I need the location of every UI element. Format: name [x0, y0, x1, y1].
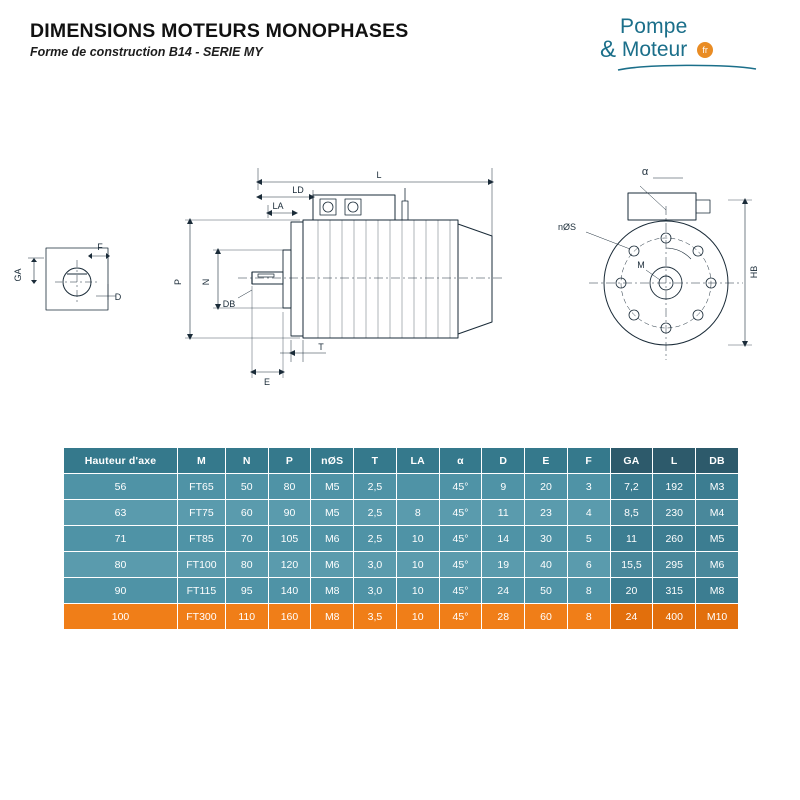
label-n: N	[201, 278, 211, 286]
cell-e: 20	[525, 474, 568, 500]
logo-line-moteur	[596, 38, 776, 61]
drawing-side-view	[185, 168, 505, 378]
col-header-p: P	[268, 448, 311, 474]
cell-t: 3,0	[354, 552, 397, 578]
label-ld: LD	[292, 185, 304, 195]
cell-l: 400	[653, 604, 696, 630]
logo-text-moteur: Moteur	[621, 38, 688, 61]
cell-ns: M5	[311, 474, 354, 500]
dimensions-table-wrap	[63, 447, 739, 630]
cell-hauteur: 63	[64, 500, 178, 526]
cell-db: M6	[696, 552, 739, 578]
logo-fr-badge: fr	[697, 42, 713, 58]
cell-la: 10	[396, 526, 439, 552]
label-m: M	[637, 260, 645, 270]
cell-hauteur: 80	[64, 552, 178, 578]
cell-d: 24	[482, 578, 525, 604]
cell-alpha: 45°	[439, 552, 482, 578]
cell-l: 295	[653, 552, 696, 578]
col-header-ns: nØS	[311, 448, 354, 474]
table-row	[64, 526, 739, 552]
table-row	[64, 474, 739, 500]
table-row	[64, 552, 739, 578]
cell-ns: M6	[311, 526, 354, 552]
cell-la: 8	[396, 500, 439, 526]
drawing-svg	[0, 100, 800, 440]
label-t: T	[318, 342, 324, 352]
technical-drawing	[0, 100, 800, 440]
col-header-l: L	[653, 448, 696, 474]
cell-n: 50	[225, 474, 268, 500]
col-header-alpha: α	[439, 448, 482, 474]
cell-p: 140	[268, 578, 311, 604]
label-ga: GA	[13, 268, 23, 282]
cell-l: 260	[653, 526, 696, 552]
cell-p: 90	[268, 500, 311, 526]
cell-n: 95	[225, 578, 268, 604]
cell-d: 11	[482, 500, 525, 526]
cell-n: 70	[225, 526, 268, 552]
cell-n: 80	[225, 552, 268, 578]
cell-p: 120	[268, 552, 311, 578]
cell-ga: 8,5	[610, 500, 653, 526]
cell-ns: M8	[311, 578, 354, 604]
cell-m: FT115	[178, 578, 226, 604]
table-row	[64, 578, 739, 604]
cell-p: 80	[268, 474, 311, 500]
table-row	[64, 604, 739, 630]
cell-ga: 7,2	[610, 474, 653, 500]
cell-db: M8	[696, 578, 739, 604]
table-body	[64, 474, 739, 630]
cell-m: FT100	[178, 552, 226, 578]
cell-t: 3,5	[354, 604, 397, 630]
col-header-e: E	[525, 448, 568, 474]
cell-alpha: 45°	[439, 500, 482, 526]
col-header-f: F	[567, 448, 610, 474]
label-alpha: α	[641, 166, 649, 178]
logo-text-pompe: Pompe	[620, 15, 688, 38]
col-header-t: T	[354, 448, 397, 474]
cell-t: 2,5	[354, 500, 397, 526]
cell-alpha: 45°	[439, 578, 482, 604]
cell-d: 14	[482, 526, 525, 552]
label-hb: HB	[749, 265, 759, 279]
cell-f: 6	[567, 552, 610, 578]
label-la: LA	[272, 201, 284, 211]
col-header-hauteur: Hauteur d'axe	[64, 448, 178, 474]
col-header-ga: GA	[610, 448, 653, 474]
cell-la: 10	[396, 552, 439, 578]
cell-ga: 20	[610, 578, 653, 604]
cell-d: 19	[482, 552, 525, 578]
cell-alpha: 45°	[439, 474, 482, 500]
cell-p: 105	[268, 526, 311, 552]
col-header-db: DB	[696, 448, 739, 474]
cell-db: M3	[696, 474, 739, 500]
brand-logo	[596, 16, 776, 78]
page-title: DIMENSIONS MOTEURS MONOPHASES	[30, 20, 409, 42]
col-header-d: D	[482, 448, 525, 474]
cell-ga: 24	[610, 604, 653, 630]
cell-ns: M8	[311, 604, 354, 630]
cell-hauteur: 56	[64, 474, 178, 500]
cell-f: 4	[567, 500, 610, 526]
label-l: L	[376, 170, 382, 180]
cell-db: M10	[696, 604, 739, 630]
table-head	[64, 448, 739, 474]
logo-ampersand: &	[600, 36, 617, 63]
cell-n: 60	[225, 500, 268, 526]
cell-la: 10	[396, 578, 439, 604]
cell-l: 192	[653, 474, 696, 500]
cell-db: M5	[696, 526, 739, 552]
drawing-front-view	[586, 178, 752, 360]
cell-f: 8	[567, 578, 610, 604]
cell-hauteur: 71	[64, 526, 178, 552]
cell-alpha: 45°	[439, 526, 482, 552]
cell-la	[396, 474, 439, 500]
cell-m: FT300	[178, 604, 226, 630]
page-subtitle: Forme de construction B14 - SERIE MY	[30, 45, 263, 59]
cell-e: 60	[525, 604, 568, 630]
cell-f: 8	[567, 604, 610, 630]
cell-db: M4	[696, 500, 739, 526]
cell-d: 9	[482, 474, 525, 500]
label-p: P	[173, 278, 183, 286]
label-n-s: nØS	[557, 222, 577, 232]
cell-ns: M6	[311, 552, 354, 578]
cell-t: 2,5	[354, 526, 397, 552]
cell-n: 110	[225, 604, 268, 630]
cell-e: 30	[525, 526, 568, 552]
cell-l: 315	[653, 578, 696, 604]
table-header-row	[64, 448, 739, 474]
cell-l: 230	[653, 500, 696, 526]
label-db: DB	[222, 299, 236, 309]
cell-ga: 15,5	[610, 552, 653, 578]
cell-m: FT85	[178, 526, 226, 552]
label-f: F	[97, 242, 103, 252]
cell-m: FT75	[178, 500, 226, 526]
cell-hauteur: 100	[64, 604, 178, 630]
col-header-n: N	[225, 448, 268, 474]
cell-d: 28	[482, 604, 525, 630]
cell-m: FT65	[178, 474, 226, 500]
dimensions-table	[63, 447, 739, 630]
col-header-la: LA	[396, 448, 439, 474]
cell-e: 50	[525, 578, 568, 604]
cell-t: 2,5	[354, 474, 397, 500]
cell-e: 40	[525, 552, 568, 578]
cell-f: 5	[567, 526, 610, 552]
logo-swoosh-icon	[616, 63, 766, 73]
cell-p: 160	[268, 604, 311, 630]
drawing-left-view	[28, 248, 116, 310]
cell-la: 10	[396, 604, 439, 630]
cell-t: 3,0	[354, 578, 397, 604]
cell-f: 3	[567, 474, 610, 500]
page-header	[0, 0, 800, 96]
label-e: E	[263, 377, 271, 387]
cell-alpha: 45°	[439, 604, 482, 630]
col-header-m: M	[178, 448, 226, 474]
cell-hauteur: 90	[64, 578, 178, 604]
table-row	[64, 500, 739, 526]
cell-e: 23	[525, 500, 568, 526]
cell-ga: 11	[610, 526, 653, 552]
label-d-left: D	[114, 292, 122, 302]
cell-ns: M5	[311, 500, 354, 526]
